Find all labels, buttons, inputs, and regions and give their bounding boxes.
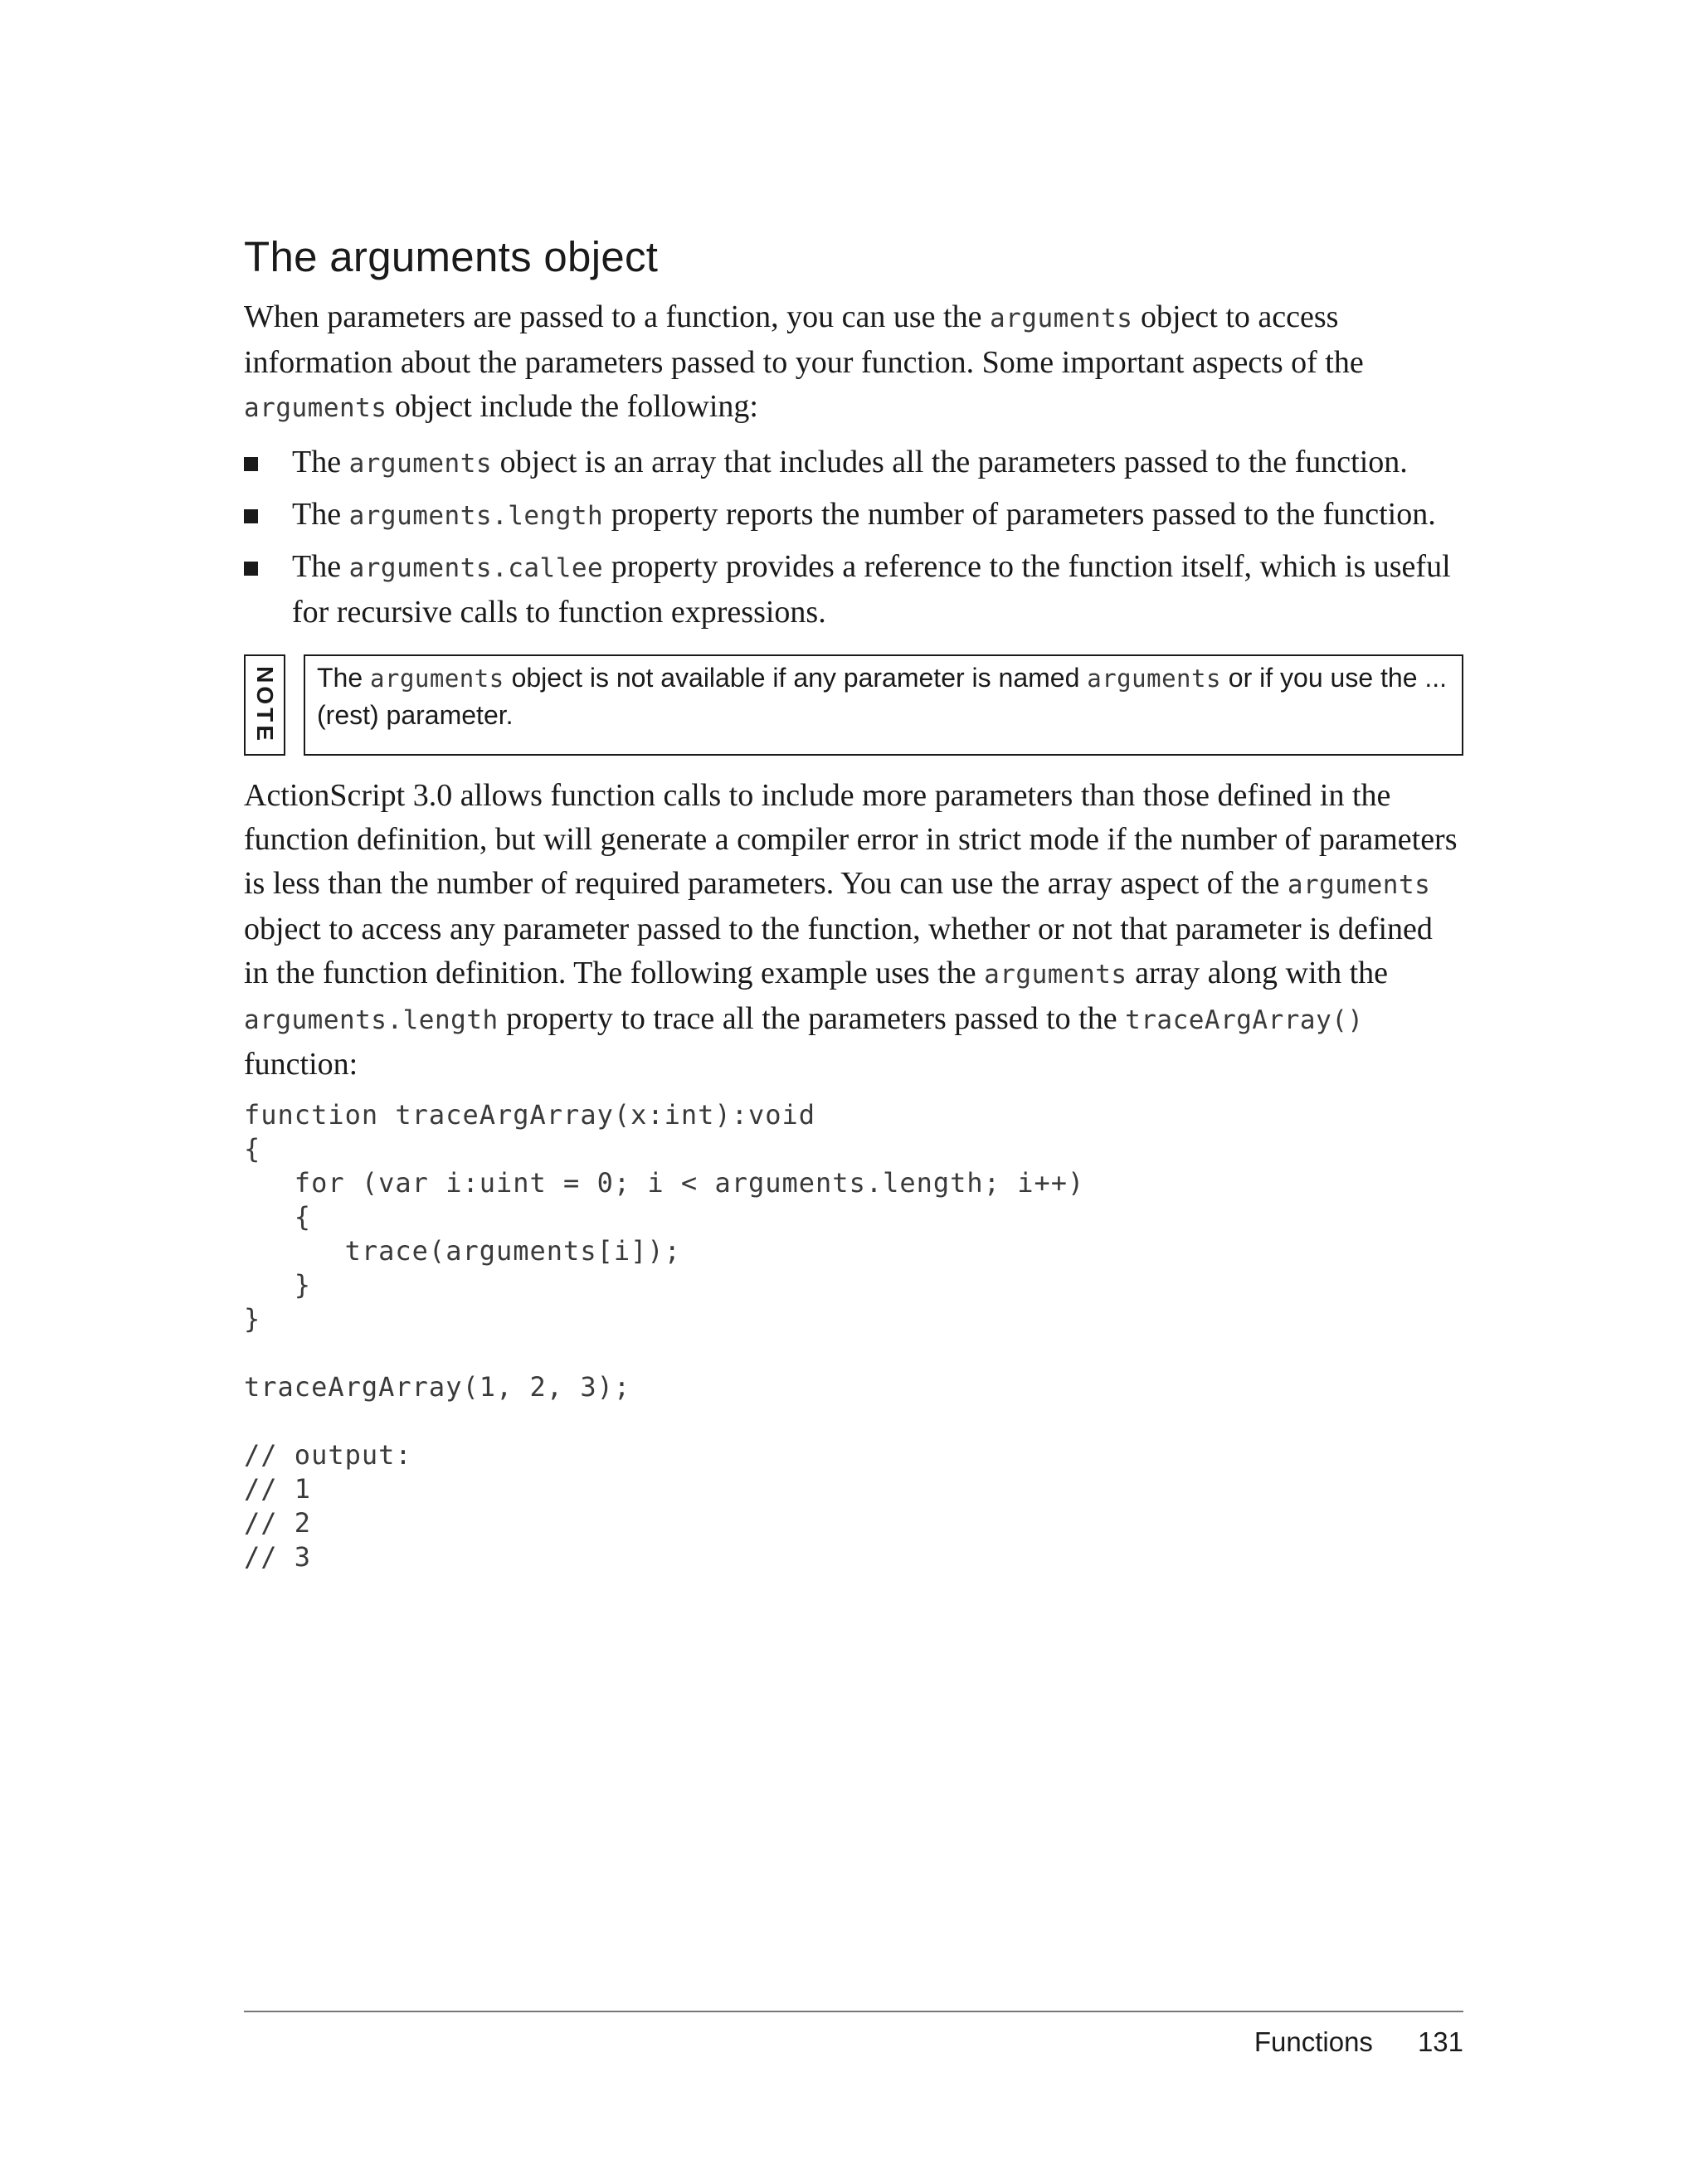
para-text-4: property to trace all the parameters passed to the (498, 1001, 1126, 1036)
bullet-text: property reports the number of parameters passed to the function. (603, 497, 1436, 532)
note-tab (244, 654, 285, 756)
bullet-code: arguments.length (348, 501, 604, 531)
para-text-3: array along with the (1127, 956, 1389, 990)
note-text-1: The (317, 663, 371, 693)
page-content (244, 224, 1463, 1574)
footer-rule (244, 2011, 1463, 2012)
para-code-3: arguments.length (244, 1005, 499, 1035)
bullet-text: The (292, 445, 349, 479)
note-box (304, 654, 1463, 756)
note-label: NOTE (252, 666, 278, 744)
intro-text-1: When parameters are passed to a function, you can use the (244, 299, 990, 334)
page-number: 131 (1417, 2026, 1463, 2057)
bullet-text: object is an array that includes all the parameters passed to the function. (492, 445, 1408, 479)
list-item (244, 440, 1463, 486)
footer-section-name: Functions (1254, 2026, 1373, 2057)
para-text-5: function: (244, 1047, 358, 1082)
para-code-1: arguments (1287, 870, 1431, 900)
square-bullet-icon (244, 509, 258, 523)
intro-code-1: arguments (989, 304, 1133, 333)
note-callout (244, 654, 1463, 756)
intro-code-2: arguments (244, 393, 387, 423)
list-item (244, 545, 1463, 635)
bullet-text: The (292, 549, 349, 584)
square-bullet-icon (244, 457, 258, 471)
note-text-3: or if you use the ... (rest) parameter. (317, 663, 1448, 730)
intro-text-2: object to access information about the parameters passed to your function. Some important aspects of the (244, 299, 1364, 380)
note-code-2: arguments (1087, 664, 1221, 693)
bullet-text: The (292, 497, 349, 532)
para-text-1: ActionScript 3.0 allows function calls to include more parameters than those defined in the function definition, but will generate a compiler error in strict mode if the number of parameters is less than the number of required parameters. You can use the array aspect of the (244, 778, 1458, 901)
intro-text-3: object include the following: (387, 389, 758, 424)
para-code-2: arguments (984, 960, 1127, 990)
para-text-2: object to access any parameter passed to the function, whether or not that parameter is defined in the function definition. The following example uses the (244, 912, 1433, 990)
note-text-2: object is not available if any parameter is named (504, 663, 1088, 693)
body-paragraph (244, 774, 1463, 1087)
code-listing: function traceArgArray(x:int):void { for (var i:uint = 0; i < arguments.length; i++) { trace(arguments[i]); } } traceArgArray(1, 2, 3); // output: // 1 // 2 // 3 (244, 1099, 1085, 1573)
note-code-1: arguments (370, 664, 504, 693)
bullet-code: arguments.callee (348, 553, 604, 583)
bullet-code: arguments (348, 449, 493, 479)
page-footer (1254, 2024, 1463, 2060)
para-code-4: traceArgArray() (1125, 1005, 1364, 1035)
list-item (244, 493, 1463, 538)
section-title: The arguments object (244, 233, 659, 280)
aspects-list (244, 440, 1463, 635)
square-bullet-icon (244, 562, 258, 576)
intro-paragraph (244, 295, 1463, 430)
bullet-text: property provides a reference to the function itself, which is useful for recursive calls to function expressions. (292, 549, 1451, 630)
